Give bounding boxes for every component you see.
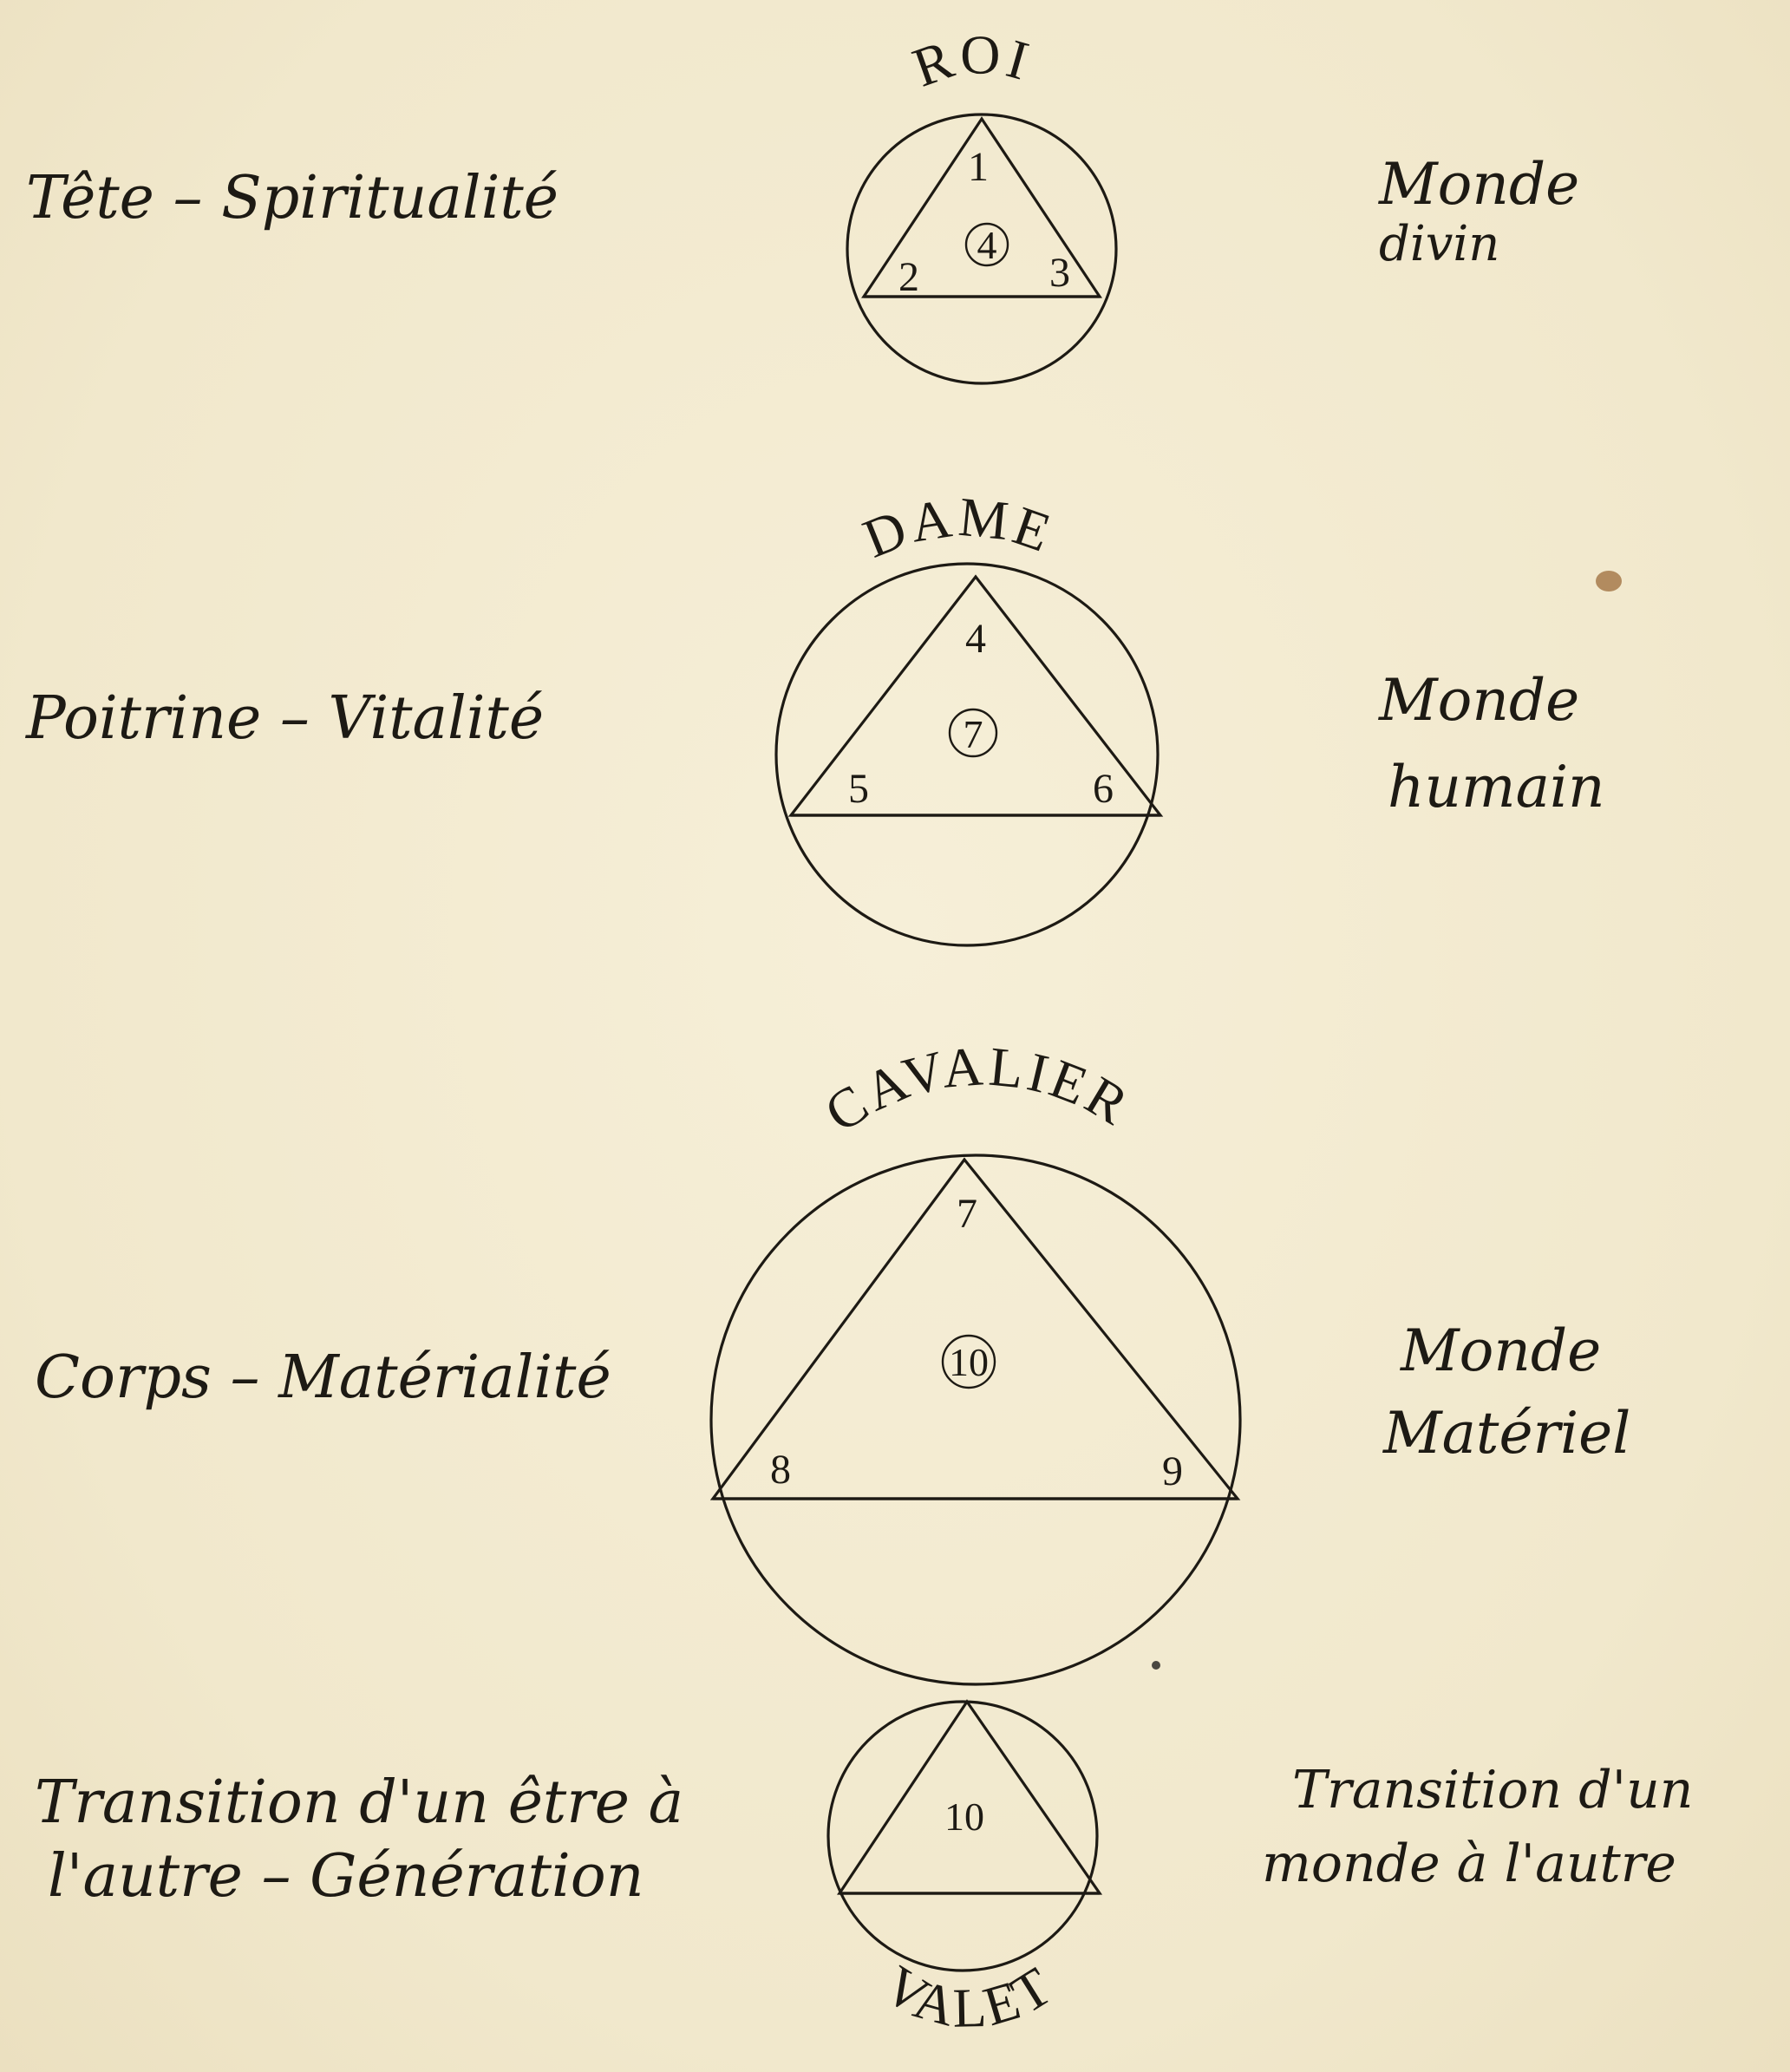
roi-figure [847, 23, 1116, 383]
cavalier-left-number: 8 [770, 1447, 791, 1493]
cavalier-top-number: 7 [957, 1191, 977, 1237]
level-2-left-label: Poitrine – Vitalité [26, 684, 545, 753]
level-1-right-label-line1: Monde [1379, 151, 1580, 218]
level-4-right-label-line1: Transition d'un [1292, 1760, 1694, 1820]
valet-center-number: 10 [944, 1794, 984, 1839]
level-4-left-label-line2: l'autre – Génération [48, 1842, 644, 1911]
dame-left-number: 5 [848, 766, 869, 812]
roi-card-label: ROI [905, 23, 1039, 99]
level-2-right-label-line2: humain [1388, 754, 1605, 820]
dame-top-number: 4 [965, 616, 986, 662]
roi-center-number: 4 [977, 223, 997, 267]
dame-right-number: 6 [1093, 766, 1114, 812]
level-2-right-label-line1: Monde [1379, 667, 1580, 734]
level-3-left-label: Corps – Matérialité [35, 1343, 611, 1412]
dame-card-label: DAME [854, 485, 1062, 570]
level-1-left-label: Tête – Spiritualité [26, 164, 559, 232]
cavalier-figure [711, 1035, 1240, 1684]
roi-top-number: 1 [968, 144, 989, 190]
level-4-right-label-line2: monde à l'autre [1262, 1833, 1676, 1894]
level-3-right-label-line1: Monde [1401, 1317, 1602, 1384]
roi-left-number: 2 [898, 254, 919, 300]
level-3-right-label-line2: Matériel [1383, 1400, 1631, 1467]
level-1-right-label-line2: divin [1379, 216, 1500, 272]
level-4-left-label-line1: Transition d'un être à [35, 1768, 684, 1837]
dame-figure [776, 486, 1160, 945]
cavalier-right-number: 9 [1162, 1448, 1183, 1494]
roi-right-number: 3 [1049, 250, 1070, 296]
valet-figure [828, 1702, 1100, 2039]
cavalier-center-number: 10 [949, 1340, 989, 1384]
valet-card-label: VALET [873, 1953, 1065, 2039]
dame-center-number: 7 [963, 712, 983, 756]
cavalier-card-label: CAVALIER [813, 1035, 1142, 1145]
